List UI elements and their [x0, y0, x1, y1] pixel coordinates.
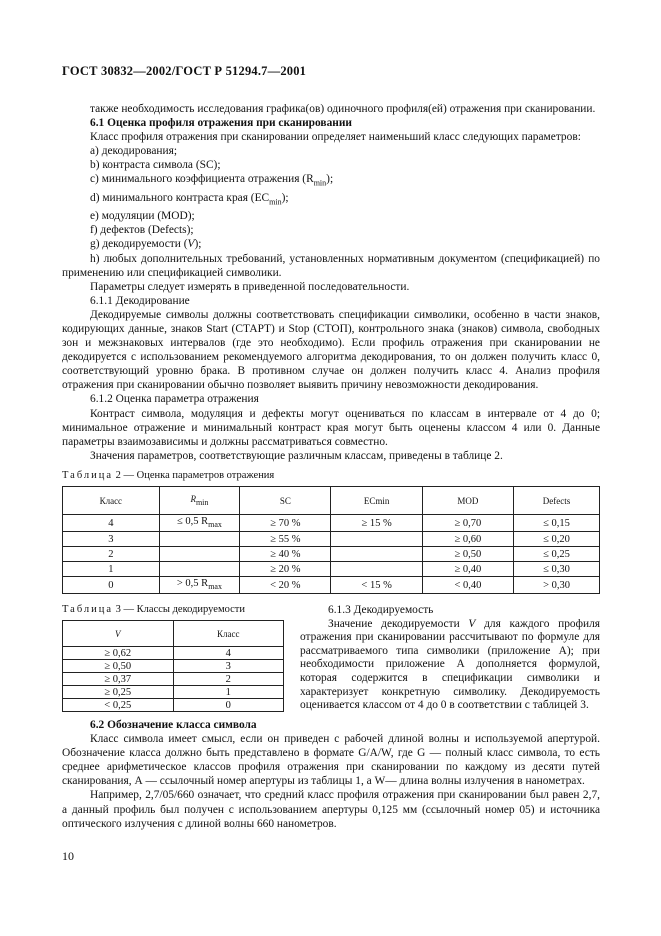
table-cell: 1	[173, 686, 284, 699]
table-cell: ≥ 20 %	[240, 562, 331, 577]
table-cell: ≤ 0,25	[514, 547, 600, 562]
table-cell: 2	[63, 547, 160, 562]
section-6-1-1-text: Декодируемые символы должны соответствовать спецификации символики, особенно в части знаков, кодирующих данные, знаков Start (СТАРТ) и Stop (СТОП), контрольного знака (знаков) символа, свободных зон и межзнаковых интервалов (где это необходимо). Если профиль отражения при сканировании не декодируется с использованием рекомендуемого алгоритма декодирования, то он должен получить класс 0, соответствующий уровню брака. В противном случае он должен получить класс 4. Анализ профиля отражения при сканировании обычно позволяет выявить причину невозможности декодирования.	[62, 308, 600, 392]
table-cell: < 15 %	[331, 577, 422, 594]
table-row	[63, 647, 284, 660]
section-6-1-3-title: 6.1.3 Декодируемость	[328, 604, 434, 616]
table-cell: ≤ 0,15	[514, 515, 600, 532]
t2-header-defects: Defects	[514, 487, 600, 515]
page-number: 10	[62, 849, 74, 863]
list-item-d: d) минимального контраста края $(EC_{min})$;	[90, 191, 289, 207]
text-block-top	[62, 102, 600, 463]
section-6-1-2-text: Контраст символа, модуляция и дефекты могут оцениваться по классам в интервале от 4 до 0; минимальное отражение и минимальный контраст края могут быть оценены классом 4 или 0. Данные параметры взаимозависимы и должны рассматриваться совместно.	[62, 407, 600, 448]
table-cell: ≤ 0,30	[514, 562, 600, 577]
table-cell	[159, 547, 240, 562]
table-2-header-row	[63, 487, 600, 515]
section-6-1-title: 6.1 Оценка профиля отражения при сканировании	[90, 117, 352, 130]
t2-header-class: Класс	[63, 487, 160, 515]
table-cell: ≥ 0,62	[63, 647, 174, 660]
list-item-h: h) любых дополнительных требований, установленных нормативным документом (спецификацией) по применению или спецификацией символики.	[62, 252, 600, 279]
list-item-a: a) декодирования;	[90, 145, 178, 158]
table-cell: ≥ 0,25	[63, 686, 174, 699]
page-header: ГОСТ 30832—2002/ГОСТ Р 51294.7—2001	[62, 64, 307, 78]
table-row	[63, 660, 284, 673]
text-block-bottom	[62, 718, 600, 831]
params-paragraph: Параметры следует измерять в приведенной последовательности.	[90, 280, 410, 293]
table-cell	[331, 547, 422, 562]
table-cell: ≥ 0,50	[422, 547, 513, 562]
t2-header-sc: SC	[240, 487, 331, 515]
t3-header-v: V	[63, 621, 174, 647]
table-cell: 3	[63, 532, 160, 547]
table-row	[63, 532, 600, 547]
table-cell	[159, 532, 240, 547]
table-cell: < 20 %	[240, 577, 331, 594]
section-6-2-text: Класс символа имеет смысл, если он приведен с рабочей длиной волны и используемой апертурой. Обозначение класса должно быть представлено в формате G/A/W, где G — полный класс символа, то есть среднее арифметическое классов профиля отражения при сканировании по каждому из десяти путей сканирования, А — ссылочный номер апертуры из таблицы 1, а W— длина волны излучения в нанометрах.	[62, 733, 600, 788]
table-cell: 2	[173, 673, 284, 686]
table-cell: 4	[173, 647, 284, 660]
table-cell: ≥ 55 %	[240, 532, 331, 547]
intro-paragraph: также необходимость исследования графика(ов) одиночного профиля(ей) отражения при сканировании.	[90, 103, 596, 115]
section-6-2-example: Например, 2,7/05/660 означает, что средний класс профиля отражения при сканировании был равен 2,7, а данный профиль был получен с использованием апертуры 0,125 мм (ссылочный номер 05) и источника оптического излучения с длиной волны 660 нанометров.	[62, 789, 600, 830]
table-cell	[331, 532, 422, 547]
table-row	[63, 515, 600, 532]
table-cell: ≤ 0,20	[514, 532, 600, 547]
table-3-caption: Таблица 3 — Классы декодируемости	[62, 604, 245, 615]
table-cell: > 0,30	[514, 577, 600, 594]
table-cell: 0	[173, 699, 284, 712]
table-cell: ≥ 15 %	[331, 515, 422, 532]
table-2	[62, 486, 600, 594]
table-3-header-row	[63, 621, 284, 647]
table-cell: ≥ 70 %	[240, 515, 331, 532]
section-6-1-3	[300, 604, 600, 713]
table-row	[63, 673, 284, 686]
table-cell: ≥ 0,50	[63, 660, 174, 673]
table-cell: ≥ 0,37	[63, 673, 174, 686]
section-6-1-2-title: 6.1.2 Оценка параметра отражения	[90, 393, 259, 406]
table-cell: ≥ 0,40	[422, 562, 513, 577]
t3-header-class: Класс	[173, 621, 284, 647]
table-row	[63, 577, 600, 594]
table-cell: ≥ 0,60	[422, 532, 513, 547]
table-cell: ≤ 0,5 $R_{max}$	[159, 515, 240, 532]
t2-header-rmin: $R_{min}$	[159, 487, 240, 515]
table-cell: > 0,5 $R_{max}$	[159, 577, 240, 594]
table-row	[63, 686, 284, 699]
list-item-e: e) модуляции (MOD);	[90, 210, 195, 223]
table-cell: 4	[63, 515, 160, 532]
list-item-b: b) контраста символа (SC);	[90, 159, 221, 172]
table-cell: < 0,40	[422, 577, 513, 594]
section-6-1-text: Класс профиля отражения при сканировании определяет наименьший класс следующих параметров:	[90, 131, 581, 144]
table-cell: ≥ 40 %	[240, 547, 331, 562]
table-3	[62, 620, 284, 712]
table-cell: 1	[63, 562, 160, 577]
section-6-2-title: 6.2 Обозначение класса символа	[90, 719, 257, 731]
section-6-1-1-title: 6.1.1 Декодирование	[90, 294, 190, 307]
table-cell	[331, 562, 422, 577]
section-6-1-2-text2: Значения параметров, соответствующие различным классам, приведены в таблице 2.	[90, 449, 503, 462]
list-item-c: c) минимального коэффициента отражения $(R_{min})$;	[90, 173, 334, 188]
table-cell	[159, 562, 240, 577]
t2-header-mod: MOD	[422, 487, 513, 515]
table-cell: < 0,25	[63, 699, 174, 712]
list-item-g: g) декодируемости (V);	[90, 238, 202, 251]
table-row	[63, 547, 600, 562]
table-row	[63, 699, 284, 712]
table-cell: ≥ 0,70	[422, 515, 513, 532]
section-6-1-3-text: Значение декодируемости V для каждого профиля отражения при сканировании рассчитывают по формуле для рассматриваемого типа символики (приложение А); при необходимости приложение А дополняется формулой, которая содержится в спецификации символики и характеризует конкретную символику. Декодируемость оценивается классом от 4 до 0 в соответствии с таблицей 3.	[300, 617, 600, 712]
table-cell: 0	[63, 577, 160, 594]
table-2-caption: Таблица 2 — Оценка параметров отражения	[62, 470, 275, 481]
table-cell: 3	[173, 660, 284, 673]
table-row	[63, 562, 600, 577]
list-item-f: f) дефектов (Defects);	[90, 224, 194, 237]
t2-header-ecmin: ECmin	[331, 487, 422, 515]
